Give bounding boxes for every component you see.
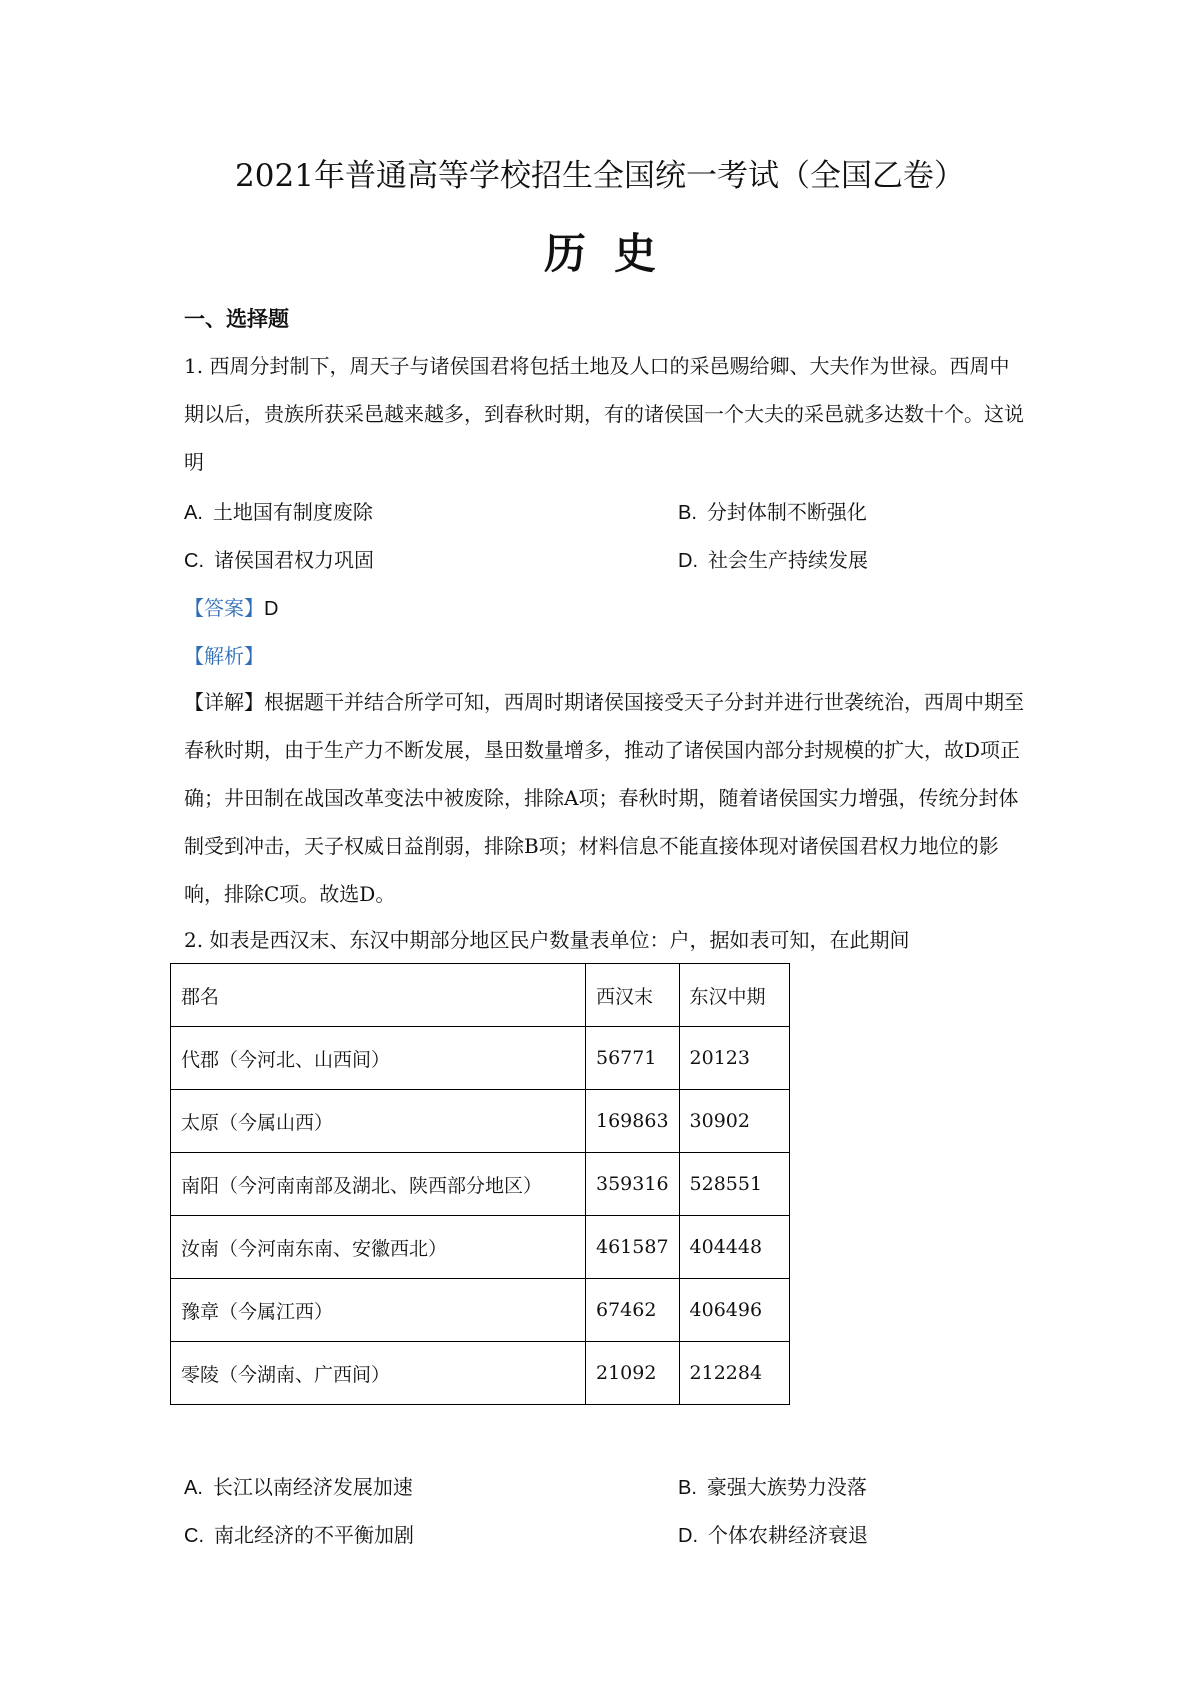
option-text: 土地国有制度废除 bbox=[212, 500, 373, 524]
q1-analysis-label: 【解析】 bbox=[184, 644, 264, 668]
table-cell: 169863 bbox=[586, 1090, 680, 1153]
answer-label: 【答案】 bbox=[184, 596, 264, 620]
option-letter: A. bbox=[184, 1477, 203, 1499]
exam-title: 2021年普通高等学校招生全国统一考试（全国乙卷） bbox=[235, 158, 965, 194]
table-row bbox=[171, 1279, 790, 1342]
table-row bbox=[171, 1342, 790, 1405]
table-row bbox=[171, 1027, 790, 1090]
option-text: 诸侯国君权力巩固 bbox=[214, 548, 374, 572]
q2-option-b bbox=[678, 1472, 867, 1503]
option-text: 分封体制不断强化 bbox=[706, 500, 867, 524]
table-cell: 汝南（今河南东南、安徽西北） bbox=[171, 1216, 586, 1279]
q1-detail: 【详解】根据题干并结合所学可知，西周时期诸侯国接受天子分封并进行世袭统治，西周中期至春秋时期，由于生产力不断发展，垦田数量增多，推动了诸侯国内部分封规模的扩大，故D项正确；井田制在战国改革变法中被废除，排除A项；春秋时期，随着诸侯国实力增强，传统分封体制受到冲击，天子权威日益削弱，排除B项；材料信息不能直接体现对诸侯国君权力地位的影响，排除C项。故选D。 bbox=[184, 690, 1024, 906]
table-cell: 太原（今属山西） bbox=[171, 1090, 586, 1153]
option-text: 社会生产持续发展 bbox=[708, 548, 868, 572]
option-letter: C. bbox=[184, 1525, 204, 1547]
household-table bbox=[170, 963, 790, 1405]
option-letter: C. bbox=[184, 550, 204, 572]
table-cell: 212284 bbox=[679, 1342, 789, 1405]
option-text: 南北经济的不平衡加剧 bbox=[214, 1523, 414, 1547]
table-cell: 30902 bbox=[679, 1090, 789, 1153]
option-text: 个体农耕经济衰退 bbox=[708, 1523, 868, 1547]
q1-answer bbox=[184, 593, 278, 624]
table-row bbox=[171, 1216, 790, 1279]
q1-option-c bbox=[184, 545, 374, 576]
option-text: 豪强大族势力没落 bbox=[706, 1475, 867, 1499]
q2-option-a bbox=[184, 1472, 413, 1503]
table-row bbox=[171, 1090, 790, 1153]
table-cell: 20123 bbox=[679, 1027, 789, 1090]
option-letter: A. bbox=[184, 502, 203, 524]
q1-option-b bbox=[678, 497, 867, 528]
q1-option-d bbox=[678, 545, 868, 576]
option-letter: B. bbox=[678, 502, 697, 524]
header-cell: 西汉末 bbox=[586, 964, 680, 1027]
q2-option-d bbox=[678, 1520, 868, 1551]
table-cell: 528551 bbox=[679, 1153, 789, 1216]
table-row bbox=[171, 1153, 790, 1216]
q2-option-c bbox=[184, 1520, 414, 1551]
subject-title: 历史 bbox=[543, 229, 684, 278]
q1-option-a bbox=[184, 497, 373, 528]
table-cell: 56771 bbox=[586, 1027, 680, 1090]
table-cell: 406496 bbox=[679, 1279, 789, 1342]
table-cell: 461587 bbox=[586, 1216, 680, 1279]
option-letter: B. bbox=[678, 1477, 697, 1499]
header-cell: 东汉中期 bbox=[679, 964, 789, 1027]
table-cell: 67462 bbox=[586, 1279, 680, 1342]
option-text: 长江以南经济发展加速 bbox=[212, 1475, 413, 1499]
table-cell: 359316 bbox=[586, 1153, 680, 1216]
table-cell: 21092 bbox=[586, 1342, 680, 1405]
table-cell: 零陵（今湖南、广西间） bbox=[171, 1342, 586, 1405]
answer-value: D bbox=[264, 598, 279, 620]
table-cell: 南阳（今河南南部及湖北、陕西部分地区） bbox=[171, 1153, 586, 1216]
q1-stem: 1. 西周分封制下，周天子与诸侯国君将包括土地及人口的采邑赐给卿、大夫作为世禄。西周中期以后，贵族所获采邑越来越多，到春秋时期，有的诸侯国一个大夫的采邑就多达数十个。这说明 bbox=[184, 354, 1024, 474]
q2-stem: 2. 如表是西汉末、东汉中期部分地区民户数量表单位：户，据如表可知，在此期间 bbox=[184, 928, 910, 952]
table-header-row bbox=[171, 964, 790, 1027]
option-letter: D. bbox=[678, 550, 698, 572]
table-cell: 豫章（今属江西） bbox=[171, 1279, 586, 1342]
header-cell: 郡名 bbox=[171, 964, 586, 1027]
table-cell: 代郡（今河北、山西间） bbox=[171, 1027, 586, 1090]
table-cell: 404448 bbox=[679, 1216, 789, 1279]
section-title: 一、选择题 bbox=[184, 306, 289, 331]
option-letter: D. bbox=[678, 1525, 698, 1547]
